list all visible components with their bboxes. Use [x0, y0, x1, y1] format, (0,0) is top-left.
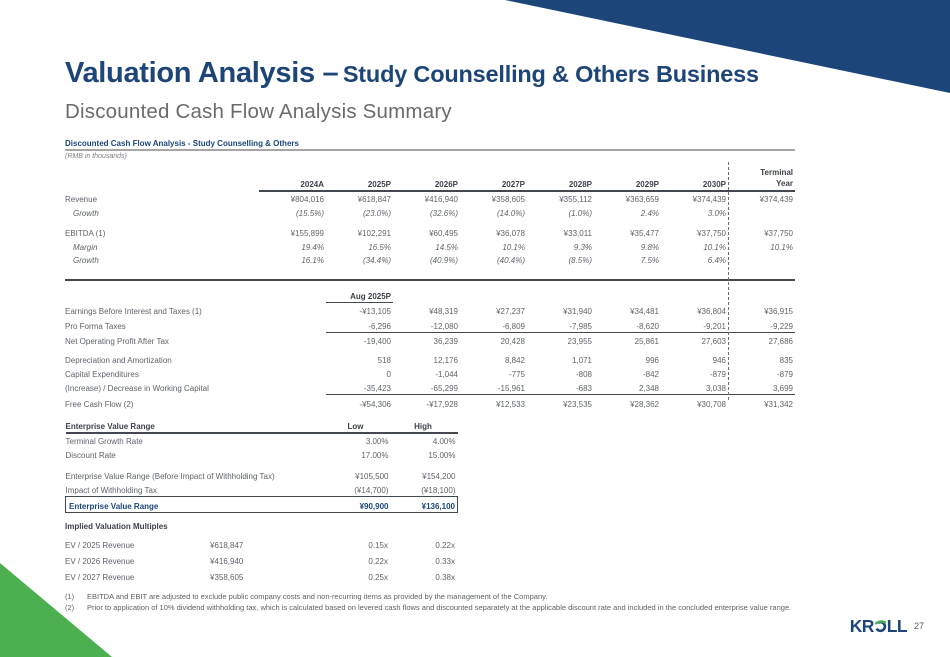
cell: -6,809 — [460, 317, 527, 332]
col-header: 2025P — [326, 163, 393, 191]
page-subtitle: Discounted Cash Flow Analysis Summary — [65, 100, 452, 123]
row-label: Depreciation and Amortization — [65, 356, 172, 365]
cell: ¥416,940 — [210, 557, 244, 566]
cell: 518 — [377, 356, 391, 365]
cell: ¥374,439 — [692, 195, 726, 204]
col-header: 2027P — [460, 163, 527, 191]
cell: 6.4% — [707, 256, 726, 265]
terminal-column-separator — [728, 162, 729, 400]
cell: ¥355,112 — [559, 195, 592, 204]
dcf-row-ebitda — [65, 225, 795, 239]
cell: ¥155,899 — [290, 229, 324, 238]
cell: 3,699 — [728, 380, 795, 394]
cell: ¥28,362 — [630, 400, 659, 409]
page-title-main: Valuation Analysis – — [65, 57, 339, 89]
cell: 0.22x — [368, 557, 388, 566]
row-label: (Increase) / Decrease in Working Capital — [65, 384, 209, 393]
cell: 10.1% — [770, 243, 793, 252]
cell: 9.8% — [640, 243, 659, 252]
cell: 12,176 — [433, 356, 458, 365]
cell: -¥17,928 — [426, 400, 458, 409]
cell: 4.00% — [432, 437, 456, 446]
row-label: Enterprise Value Range (Before Impact of Withholding Tax) — [65, 472, 275, 481]
cell: ¥60,495 — [429, 229, 458, 238]
cell: 8,842 — [504, 356, 525, 365]
col-header: 2030P — [661, 163, 728, 191]
kroll-logo-o-icon — [874, 617, 887, 638]
row-label: Capital Expenditures — [65, 370, 139, 379]
row-label: Net Operating Profit After Tax — [65, 337, 169, 346]
page-number: 27 — [913, 621, 924, 631]
cell: ¥12,533 — [496, 400, 525, 409]
cell: ¥36,078 — [496, 229, 525, 238]
cell: ¥35,477 — [630, 229, 659, 238]
footnote-2 — [65, 603, 855, 614]
cell: (1.0%) — [568, 209, 592, 218]
implied-multiples-table — [65, 522, 457, 583]
dcf-row-ebit — [65, 302, 795, 317]
cell: 946 — [712, 356, 726, 365]
cell: ¥36,804 — [697, 307, 726, 316]
cell: (40.4%) — [496, 256, 525, 265]
mult-row-2026 — [65, 551, 457, 567]
aug-header: Aug 2025P — [326, 288, 393, 302]
section-header: Enterprise Value Range — [66, 417, 323, 433]
col-header: 2028P — [527, 163, 594, 191]
cell: 19.4% — [301, 243, 324, 252]
cell: ¥136,100 — [391, 496, 458, 512]
cell: ¥358,605 — [210, 573, 244, 582]
cell: ¥48,319 — [429, 307, 458, 316]
cell: 0.38x — [435, 573, 455, 582]
cell: 15.00% — [428, 451, 456, 460]
cell: -1,044 — [435, 370, 458, 379]
row-label: Growth — [73, 256, 99, 265]
cell: ¥37,750 — [697, 229, 726, 238]
cell: ¥618,847 — [210, 541, 244, 550]
dcf-row-ebitda-growth — [65, 253, 795, 266]
row-label: EV / 2027 Revenue — [65, 573, 135, 582]
row-label: Enterprise Value Range — [66, 496, 323, 512]
dcf-row-margin — [65, 239, 795, 253]
enterprise-value-range-table — [65, 417, 457, 513]
cell: 0.25x — [368, 573, 388, 582]
footnote-number: (2) — [65, 602, 75, 612]
cell: (¥18,100) — [421, 485, 456, 495]
cell: -7,985 — [527, 317, 594, 332]
cell: ¥358,605 — [491, 195, 525, 204]
row-label: EV / 2026 Revenue — [65, 557, 135, 566]
cell — [259, 394, 326, 410]
cell: 835 — [779, 356, 793, 365]
caption-rule — [65, 149, 795, 151]
row-label: Pro Forma Taxes — [65, 322, 126, 331]
row-label: Discount Rate — [65, 451, 116, 460]
cell: -¥13,105 — [359, 307, 391, 316]
cell: (23.0%) — [362, 209, 391, 218]
dcf-header-row — [65, 163, 795, 191]
cell: -8,620 — [594, 317, 661, 332]
dcf-row-nopat — [65, 332, 795, 347]
cell: ¥33,011 — [563, 229, 592, 238]
row-label: Free Cash Flow (2) — [65, 400, 134, 409]
cell: ¥37,750 — [764, 229, 793, 238]
section-header: Implied Valuation Multiples — [65, 522, 168, 531]
cell: ¥804,016 — [290, 195, 324, 204]
cell: ¥363,659 — [625, 195, 659, 204]
cell: ¥31,940 — [563, 307, 592, 316]
cell: 3.0% — [707, 209, 726, 218]
dcf-row-capex — [65, 366, 795, 380]
cell: 10.1% — [502, 243, 525, 252]
cell: -6,296 — [326, 317, 393, 332]
row-label: EBITDA (1) — [65, 229, 106, 238]
evr-row-before-tax — [66, 468, 458, 482]
cell: -35,423 — [326, 380, 393, 394]
cell: ¥618,847 — [357, 195, 391, 204]
cell: ¥90,900 — [323, 496, 391, 512]
mult-row-2025 — [65, 535, 457, 551]
section-divider — [65, 266, 795, 280]
kroll-logo — [850, 614, 907, 638]
cell: (15.5%) — [295, 209, 324, 218]
mult-row-2027 — [65, 567, 457, 583]
cell: (8.5%) — [568, 256, 592, 265]
cell: 0.22x — [435, 541, 455, 550]
dcf-row-proforma-taxes — [65, 317, 795, 332]
cell: 25,861 — [634, 337, 659, 346]
footnote-text: Prior to application of 10% dividend withholding tax, which is calculated based on levered cash flows and discounted separately at the applicable discount rate and included in the concluded enterprise value range. — [87, 602, 792, 612]
footnote-text: EBITDA and EBIT are adjusted to exclude public company costs and non-recurring items as provided by the management of the Company. — [87, 592, 548, 601]
row-label: Terminal Growth Rate — [65, 437, 143, 446]
cell: ¥34,481 — [630, 307, 659, 316]
cell: -879 — [776, 370, 793, 379]
cell: 14.5% — [435, 243, 458, 252]
cell: -65,299 — [393, 380, 460, 394]
footnote-1 — [65, 592, 855, 603]
cell: 3,038 — [661, 380, 728, 394]
cell: 1,071 — [571, 356, 592, 365]
cell: 23,955 — [567, 337, 592, 346]
dcf-row-da — [65, 352, 795, 366]
cell: ¥30,708 — [697, 400, 726, 409]
page-title-sub: Study Counselling & Others Business — [342, 61, 759, 87]
cell: ¥374,439 — [759, 195, 793, 204]
cell: 17.00% — [361, 451, 389, 460]
cell: (34.4%) — [362, 256, 391, 265]
cell: 20,428 — [500, 337, 525, 346]
cell — [259, 352, 326, 366]
evr-row-withholding — [66, 482, 458, 496]
kroll-logo-ll: LL — [886, 615, 907, 636]
dcf-row-revenue — [65, 191, 795, 205]
cell: ¥416,940 — [424, 195, 458, 204]
cell: ¥23,535 — [563, 400, 592, 409]
row-label: EV / 2025 Revenue — [65, 541, 135, 550]
dcf-row-fcf — [65, 394, 795, 410]
cell: (40.9%) — [429, 256, 458, 265]
cell: 27,603 — [701, 337, 726, 346]
evr-total-row — [66, 496, 458, 512]
cell: -¥54,306 — [359, 400, 391, 409]
footnotes — [65, 592, 855, 613]
dcf-table — [65, 163, 795, 410]
cell: ¥154,200 — [422, 472, 456, 481]
cell: -808 — [575, 370, 592, 379]
cell: 2,348 — [594, 380, 661, 394]
row-label: Margin — [73, 243, 98, 252]
col-header-low: Low — [323, 417, 391, 433]
cell: 16.5% — [368, 243, 391, 252]
cell: -879 — [709, 370, 726, 379]
kroll-logo-kr: KR — [849, 615, 874, 636]
cell — [259, 317, 326, 332]
cell: -683 — [527, 380, 594, 394]
cell — [259, 366, 326, 380]
cell: 0.33x — [435, 557, 455, 566]
cell: 16.1% — [301, 256, 324, 265]
col-header: 2026P — [393, 163, 460, 191]
row-label: Earnings Before Interest and Taxes (1) — [65, 307, 202, 316]
footer — [850, 614, 924, 638]
units-note: (RMB in thousands) — [65, 153, 127, 160]
cell: -775 — [508, 370, 525, 379]
cell: -12,080 — [393, 317, 460, 332]
cell: ¥105,500 — [355, 472, 389, 481]
dcf-row-working-capital — [65, 380, 795, 394]
cell — [259, 302, 326, 317]
cell: 3.00% — [365, 437, 389, 446]
cell: -842 — [642, 370, 659, 379]
cell: (14.0%) — [496, 209, 525, 218]
footnote-number: (1) — [65, 592, 75, 601]
page-title — [65, 57, 759, 90]
col-header-high: High — [391, 417, 458, 433]
cell: -19,400 — [363, 337, 391, 346]
dcf-row-revenue-growth — [65, 205, 795, 219]
cell: ¥36,915 — [764, 307, 793, 316]
cell: 0 — [386, 370, 391, 379]
cell: 9.3% — [573, 243, 592, 252]
row-label: Revenue — [65, 195, 98, 204]
cell — [728, 205, 795, 219]
cell: 2.4% — [640, 209, 659, 218]
col-header: 2029P — [594, 163, 661, 191]
cell: -9,229 — [728, 317, 795, 332]
cell: ¥31,342 — [764, 400, 793, 409]
cell — [259, 332, 326, 347]
row-label: Impact of Withholding Tax — [65, 485, 157, 495]
cell: 36,239 — [433, 337, 458, 346]
cell — [259, 380, 326, 394]
cell: 996 — [645, 356, 659, 365]
cell: 0.15x — [368, 541, 388, 550]
cell — [728, 253, 795, 266]
row-label: Growth — [73, 209, 99, 218]
terminal-line1: Terminal — [760, 168, 793, 177]
col-header-terminal — [728, 163, 795, 191]
evr-header-row — [66, 417, 458, 433]
cell: -9,201 — [661, 317, 728, 332]
cell: 10.1% — [703, 243, 726, 252]
evr-row-discount-rate — [66, 447, 458, 461]
cell — [65, 163, 259, 191]
table-caption: Discounted Cash Flow Analysis - Study Counselling & Others — [65, 139, 299, 148]
cell: 27,686 — [768, 337, 793, 346]
cell: ¥27,237 — [496, 307, 525, 316]
terminal-line2: Year — [776, 179, 793, 188]
evr-row-terminal-growth — [66, 433, 458, 447]
cell: (¥14,700) — [354, 485, 389, 495]
dcf-aug-header-row — [65, 288, 795, 302]
cell: (32.6%) — [429, 209, 458, 218]
cell: 7.5% — [640, 256, 659, 265]
cell: ¥102,291 — [357, 229, 391, 238]
cell: -15,961 — [460, 380, 527, 394]
col-header: 2024A — [259, 163, 326, 191]
